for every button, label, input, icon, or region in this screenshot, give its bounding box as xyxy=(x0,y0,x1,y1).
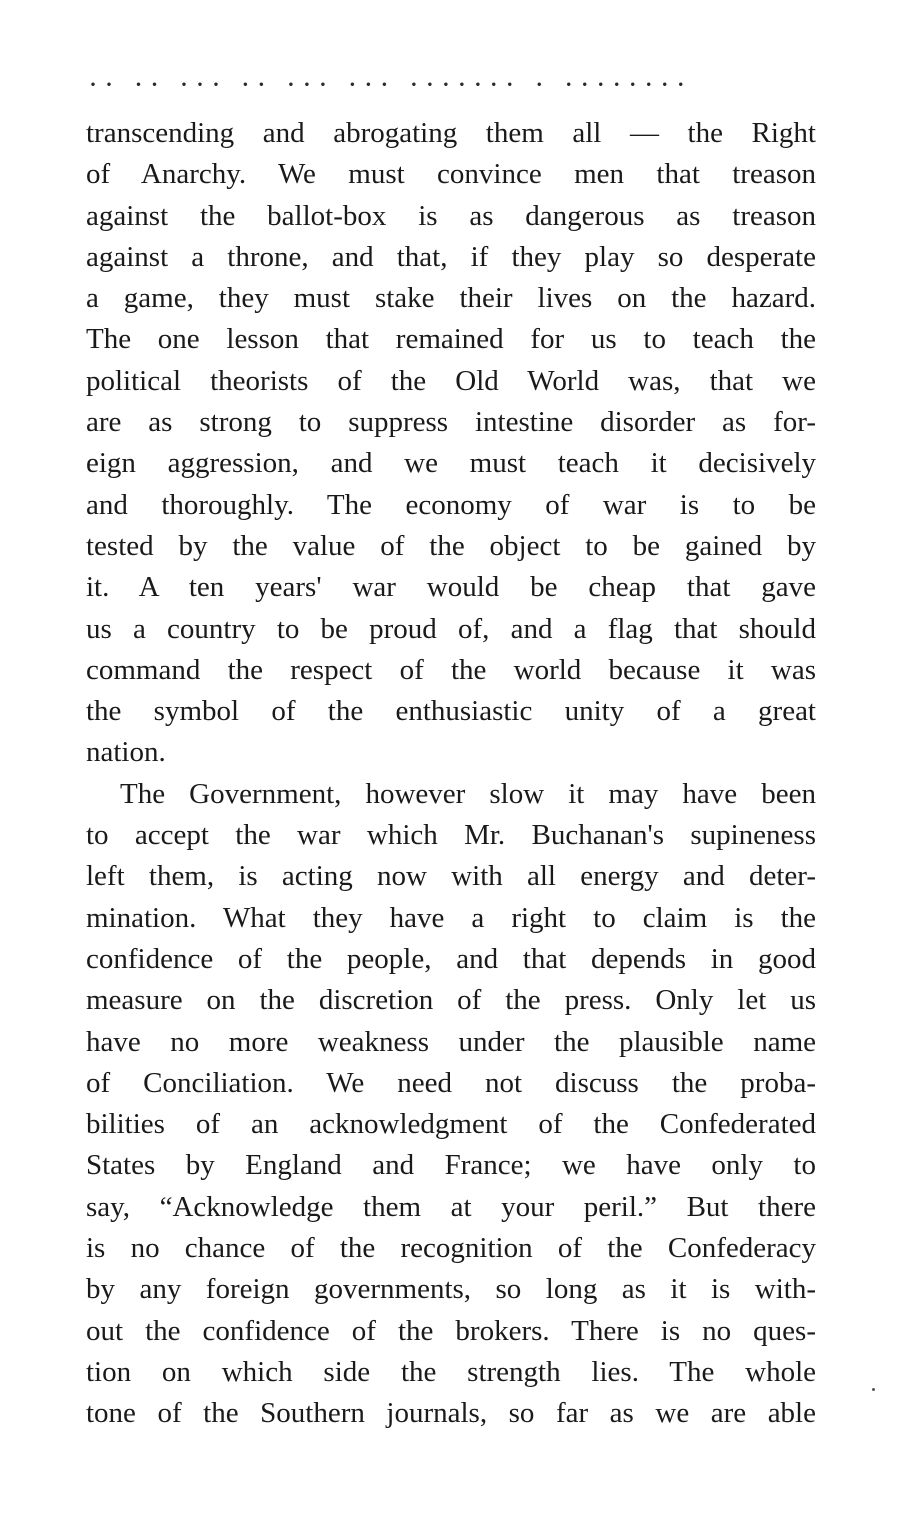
text-line: is no chance of the recognition of the Confederacy xyxy=(86,1232,816,1265)
paragraph-2 xyxy=(86,774,816,1435)
text-line: tone of the Southern journals, so far as we are able xyxy=(86,1397,816,1430)
text-line: nation. xyxy=(86,736,166,769)
text-line: tion on which side the strength lies. The whole xyxy=(86,1355,816,1388)
text-line: left them, is acting now with all energy and deter- xyxy=(86,860,816,893)
text-line: and thoroughly. The economy of war is to be xyxy=(86,488,816,521)
paragraph-1 xyxy=(86,113,816,774)
text-line: measure on the discretion of the press. Only let us xyxy=(86,984,816,1017)
text-line: bilities of an acknowledgment of the Confederated xyxy=(86,1108,816,1141)
text-line: political theorists of the Old World was, that we xyxy=(86,364,816,397)
text-line: say, “Acknowledge them at your peril.” But there xyxy=(86,1190,816,1223)
text-line: The one lesson that remained for us to teach the xyxy=(86,323,816,356)
text-line: out the confidence of the brokers. There is no ques- xyxy=(86,1314,816,1347)
text-line: command the respect of the world because it was xyxy=(86,653,816,686)
text-line: against the ballot-box is as dangerous as treason xyxy=(86,199,816,232)
text-line: The Government, however slow it may have been xyxy=(120,777,816,810)
text-line: eign aggression, and we must teach it decisively xyxy=(86,447,816,480)
text-line: confidence of the people, and that depends in good xyxy=(86,942,816,975)
text-line: us a country to be proud of, and a flag that should xyxy=(86,612,816,645)
text-line: the symbol of the enthusiastic unity of a great xyxy=(86,695,816,728)
text-line: transcending and abrogating them all — the Right xyxy=(86,117,816,149)
text-line: States by England and France; we have only to xyxy=(86,1149,816,1182)
text-line: it. A ten years' war would be cheap that gave xyxy=(86,571,816,604)
text-line: tested by the value of the object to be gained by xyxy=(86,529,816,562)
body-text xyxy=(86,113,816,1435)
running-head-text: ·· ·· ··· ·· ··· ··· ······· · ········ xyxy=(88,68,692,88)
text-line: a game, they must stake their lives on the hazard. xyxy=(86,282,816,315)
text-line: have no more weakness under the plausible name xyxy=(86,1025,816,1058)
scan-speck xyxy=(872,1388,875,1391)
text-line: of Anarchy. We must convince men that treason xyxy=(86,158,816,191)
text-line: mination. What they have a right to claim is the xyxy=(86,901,816,934)
text-line: by any foreign governments, so long as it is with- xyxy=(86,1273,816,1306)
text-line: of Conciliation. We need not discuss the proba- xyxy=(86,1066,816,1099)
text-line: to accept the war which Mr. Buchanan's supineness xyxy=(86,819,816,852)
running-head xyxy=(88,62,818,88)
text-line: are as strong to suppress intestine disorder as for- xyxy=(86,406,816,439)
text-line: against a throne, and that, if they play so desperate xyxy=(86,240,816,273)
